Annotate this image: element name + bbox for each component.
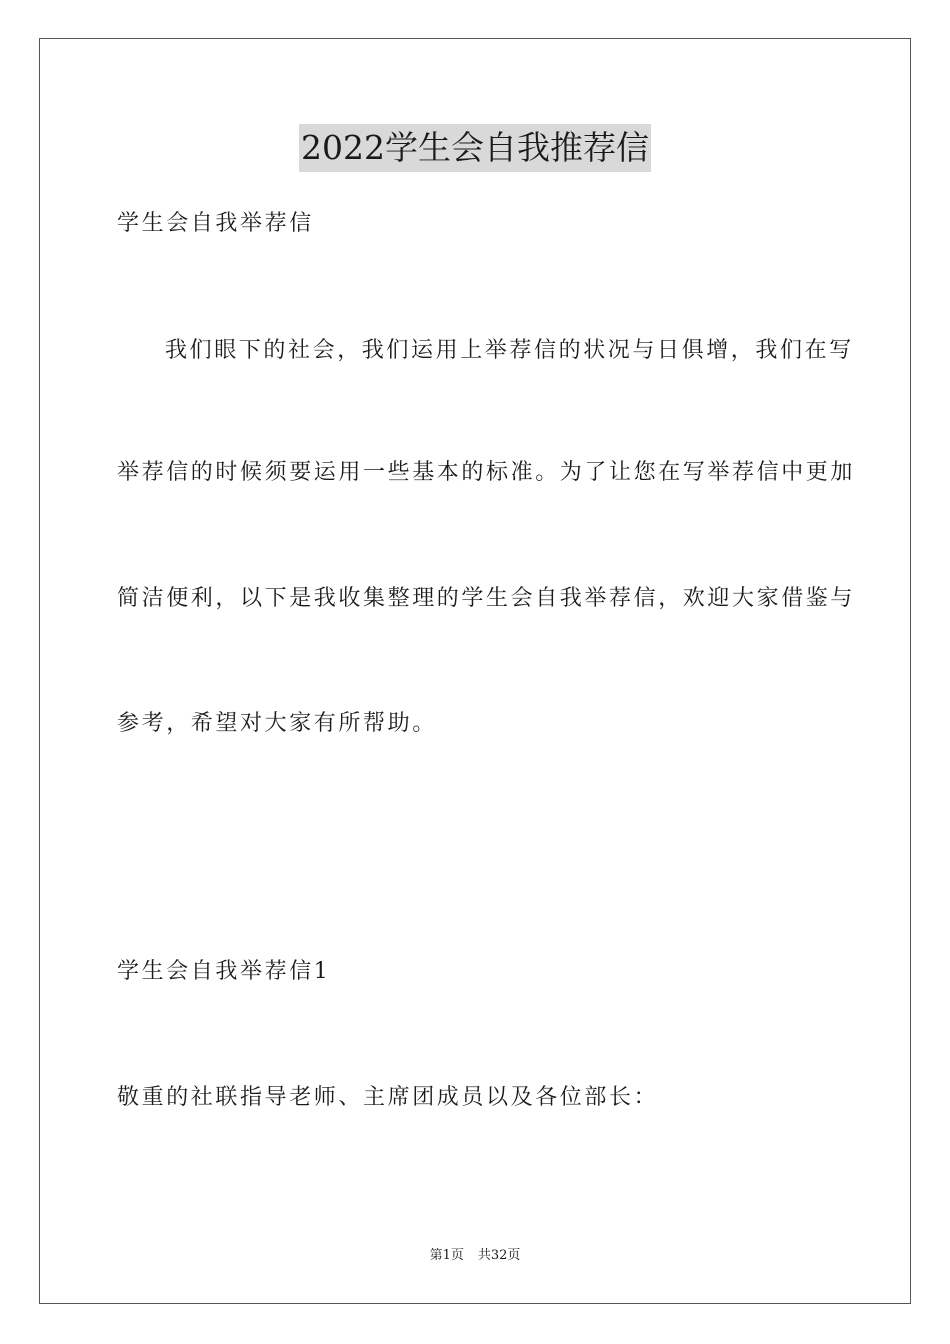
title-container [0, 124, 950, 172]
paragraph-line-4: 参考，希望对大家有所帮助。 [117, 711, 437, 736]
paragraph-line-1: 我们眼下的社会，我们运用上举荐信的状况与日俱增，我们在写 [165, 338, 854, 363]
paragraph-line-2: 举荐信的时候须要运用一些基本的标准。为了让您在写举荐信中更加 [117, 460, 856, 485]
section-heading: 学生会自我举荐信1 [117, 959, 331, 984]
paragraph-line-3: 简洁便利，以下是我收集整理的学生会自我举荐信，欢迎大家借鉴与 [117, 586, 856, 611]
page-footer [0, 1247, 950, 1265]
heading: 学生会自我举荐信 [117, 211, 314, 236]
page-total: 共32页 [477, 1248, 521, 1263]
page-current: 第1页 [429, 1248, 464, 1263]
salutation: 敬重的社联指导老师、主席团成员以及各位部长： [117, 1085, 659, 1110]
document-title: 2022学生会自我推荐信 [299, 124, 651, 172]
